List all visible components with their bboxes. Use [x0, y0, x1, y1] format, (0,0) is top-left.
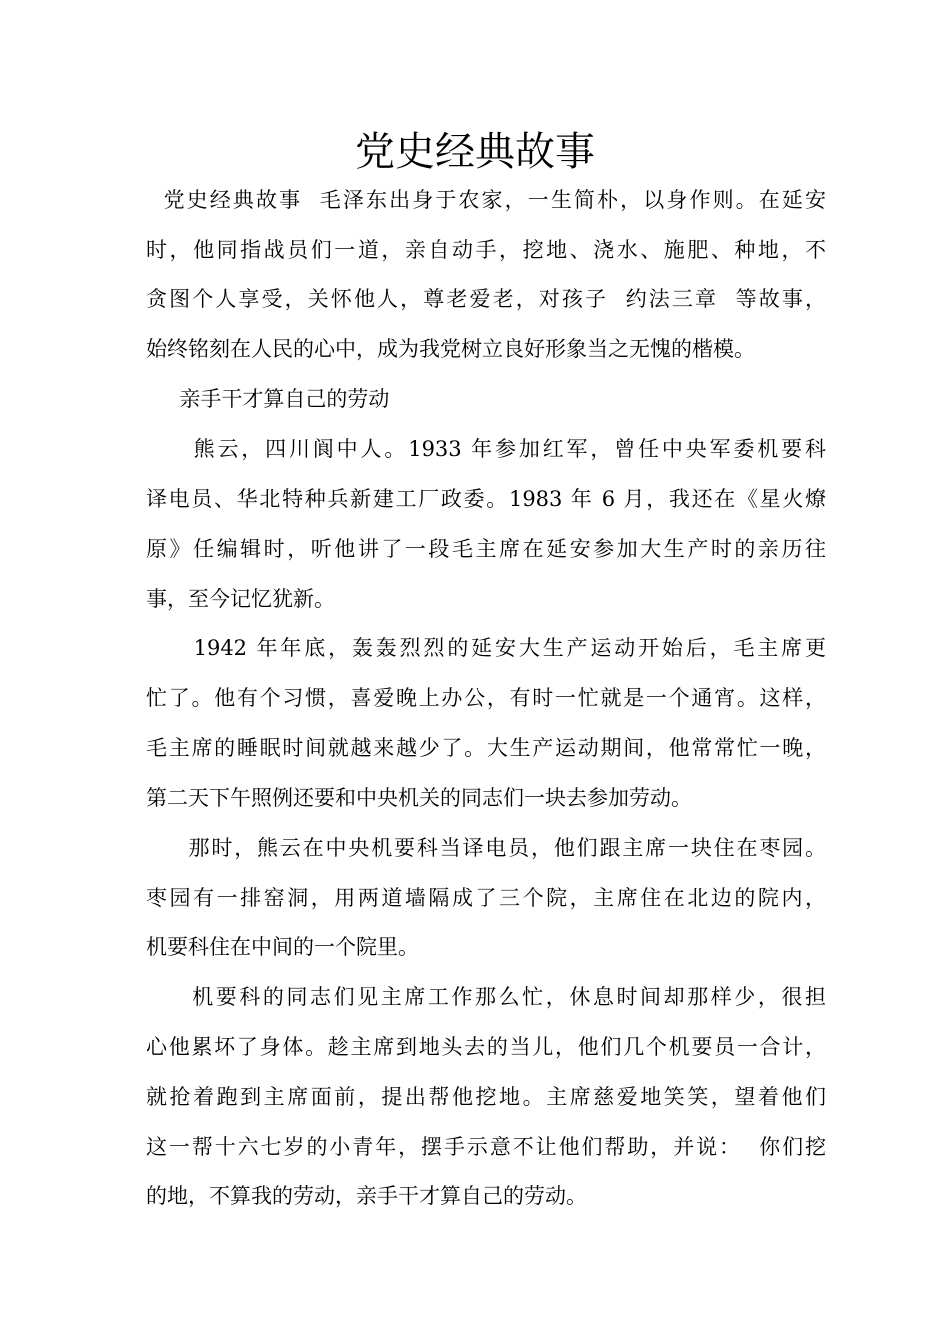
- section-heading: 亲手干才算自己的劳动: [146, 387, 390, 411]
- text-line: 熊云，四川阆中人。1933 年参加红军，曾任中央军委机要科: [146, 437, 826, 461]
- text-line: 的地，不算我的劳动，亲手干才算自己的劳动。: [146, 1184, 587, 1208]
- text-line: 那时，熊云在中央机要科当译电员，他们跟主席一块住在枣园。: [146, 836, 826, 860]
- text-line: 始终铭刻在人民的心中，成为我党树立良好形象当之无愧的楷模。: [146, 337, 755, 361]
- text-line: 心他累坏了身体。趁主席到地头去的当儿，他们几个机要员一合计，: [146, 1035, 826, 1059]
- text-line: 这一帮十六七岁的小青年，摆手示意不让他们帮助，并说： 你们挖: [146, 1135, 826, 1159]
- text-line: 1942 年年底，轰轰烈烈的延安大生产运动开始后，毛主席更: [146, 636, 826, 660]
- text-line: 枣园有一排窑洞，用两道墙隔成了三个院，主席住在北边的院内，: [146, 886, 826, 910]
- text-line: 机要科的同志们见主席工作那么忙，休息时间却那样少，很担: [146, 985, 826, 1009]
- text-line: 译电员、华北特种兵新建工厂政委。1983 年 6 月，我还在《星火燎: [146, 487, 826, 511]
- text-line: 毛主席的睡眠时间就越来越少了。大生产运动期间，他常常忙一晚，: [146, 736, 826, 760]
- text-line: 党史经典故事 毛泽东出身于农家，一生简朴，以身作则。在延安: [146, 188, 826, 212]
- page-title: 党史经典故事: [355, 129, 595, 175]
- text-line: 机要科住在中间的一个院里。: [146, 935, 419, 959]
- text-line: 贪图个人享受，关怀他人，尊老爱老，对孩子 约法三章 等故事，: [146, 287, 826, 311]
- text-line: 时，他同指战员们一道，亲自动手，挖地、浇水、施肥、种地，不: [146, 238, 826, 262]
- text-line: 原》任编辑时，听他讲了一段毛主席在延安参加大生产时的亲历往: [146, 537, 826, 561]
- text-line: 忙了。他有个习惯，喜爱晚上办公，有时一忙就是一个通宵。这样，: [146, 686, 826, 710]
- text-line: 事，至今记忆犹新。: [146, 587, 335, 611]
- text-line: 就抢着跑到主席面前，提出帮他挖地。主席慈爱地笑笑，望着他们: [146, 1085, 826, 1109]
- text-line: 第二天下午照例还要和中央机关的同志们一块去参加劳动。: [146, 786, 692, 810]
